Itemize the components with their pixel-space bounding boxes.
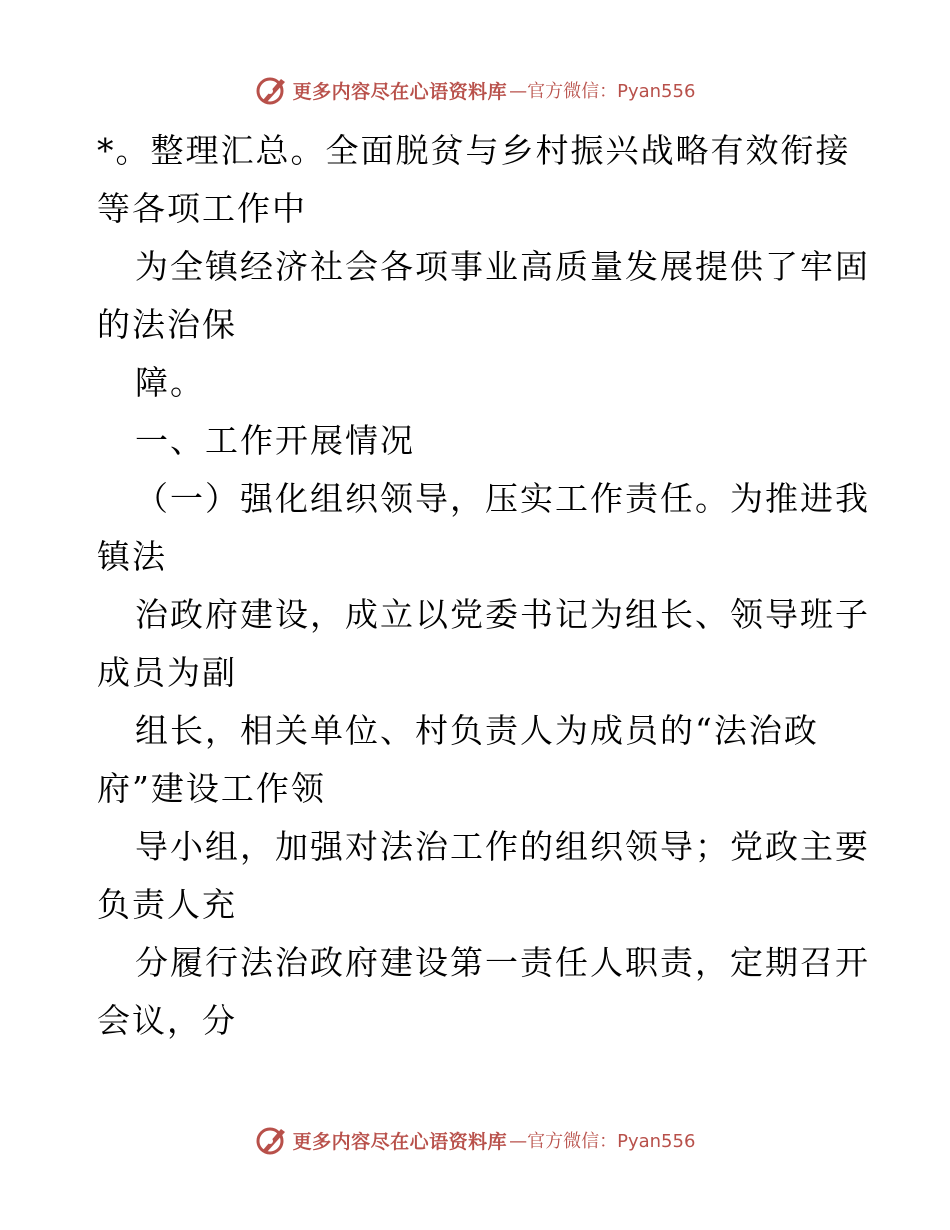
footer-watermark bbox=[0, 1120, 950, 1160]
text-line: 的法治保 bbox=[97, 305, 237, 344]
text-line: 会议，分 bbox=[97, 1001, 237, 1040]
text-line: 等各项工作中 bbox=[97, 189, 307, 228]
quill-logo-icon bbox=[255, 1123, 289, 1157]
text-line: *。整理汇总。全面脱贫与乡村振兴战略有效衔接 bbox=[97, 131, 851, 170]
watermark-sub-text: —官方微信：Pyan556 bbox=[509, 81, 696, 102]
text-line: 分履行法治政府建设第一责任人职责，定期召开 bbox=[135, 943, 870, 982]
text-line: 镇法 bbox=[97, 537, 167, 576]
text-line: 府”建设工作领 bbox=[97, 769, 326, 808]
document-body bbox=[97, 122, 870, 1050]
quill-logo-icon bbox=[255, 73, 289, 107]
watermark-main-text: 更多内容尽在心语资料库 bbox=[292, 1130, 508, 1153]
text-line: 组长，相关单位、村负责人为成员的“法治政 bbox=[135, 711, 819, 750]
header-watermark bbox=[0, 70, 950, 110]
text-line: 负责人充 bbox=[97, 885, 237, 924]
watermark-main-text: 更多内容尽在心语资料库 bbox=[292, 80, 508, 103]
watermark-sub-text: —官方微信：Pyan556 bbox=[509, 1131, 696, 1152]
text-line: 治政府建设，成立以党委书记为组长、领导班子 bbox=[135, 595, 870, 634]
text-line: 障。 bbox=[135, 363, 205, 402]
text-line: （一）强化组织领导，压实工作责任。为推进我 bbox=[135, 479, 870, 518]
section-heading: 一、工作开展情况 bbox=[135, 421, 415, 460]
text-line: 成员为副 bbox=[97, 653, 237, 692]
text-line: 导小组，加强对法治工作的组织领导；党政主要 bbox=[135, 827, 870, 866]
text-line: 为全镇经济社会各项事业高质量发展提供了牢固 bbox=[135, 247, 870, 286]
